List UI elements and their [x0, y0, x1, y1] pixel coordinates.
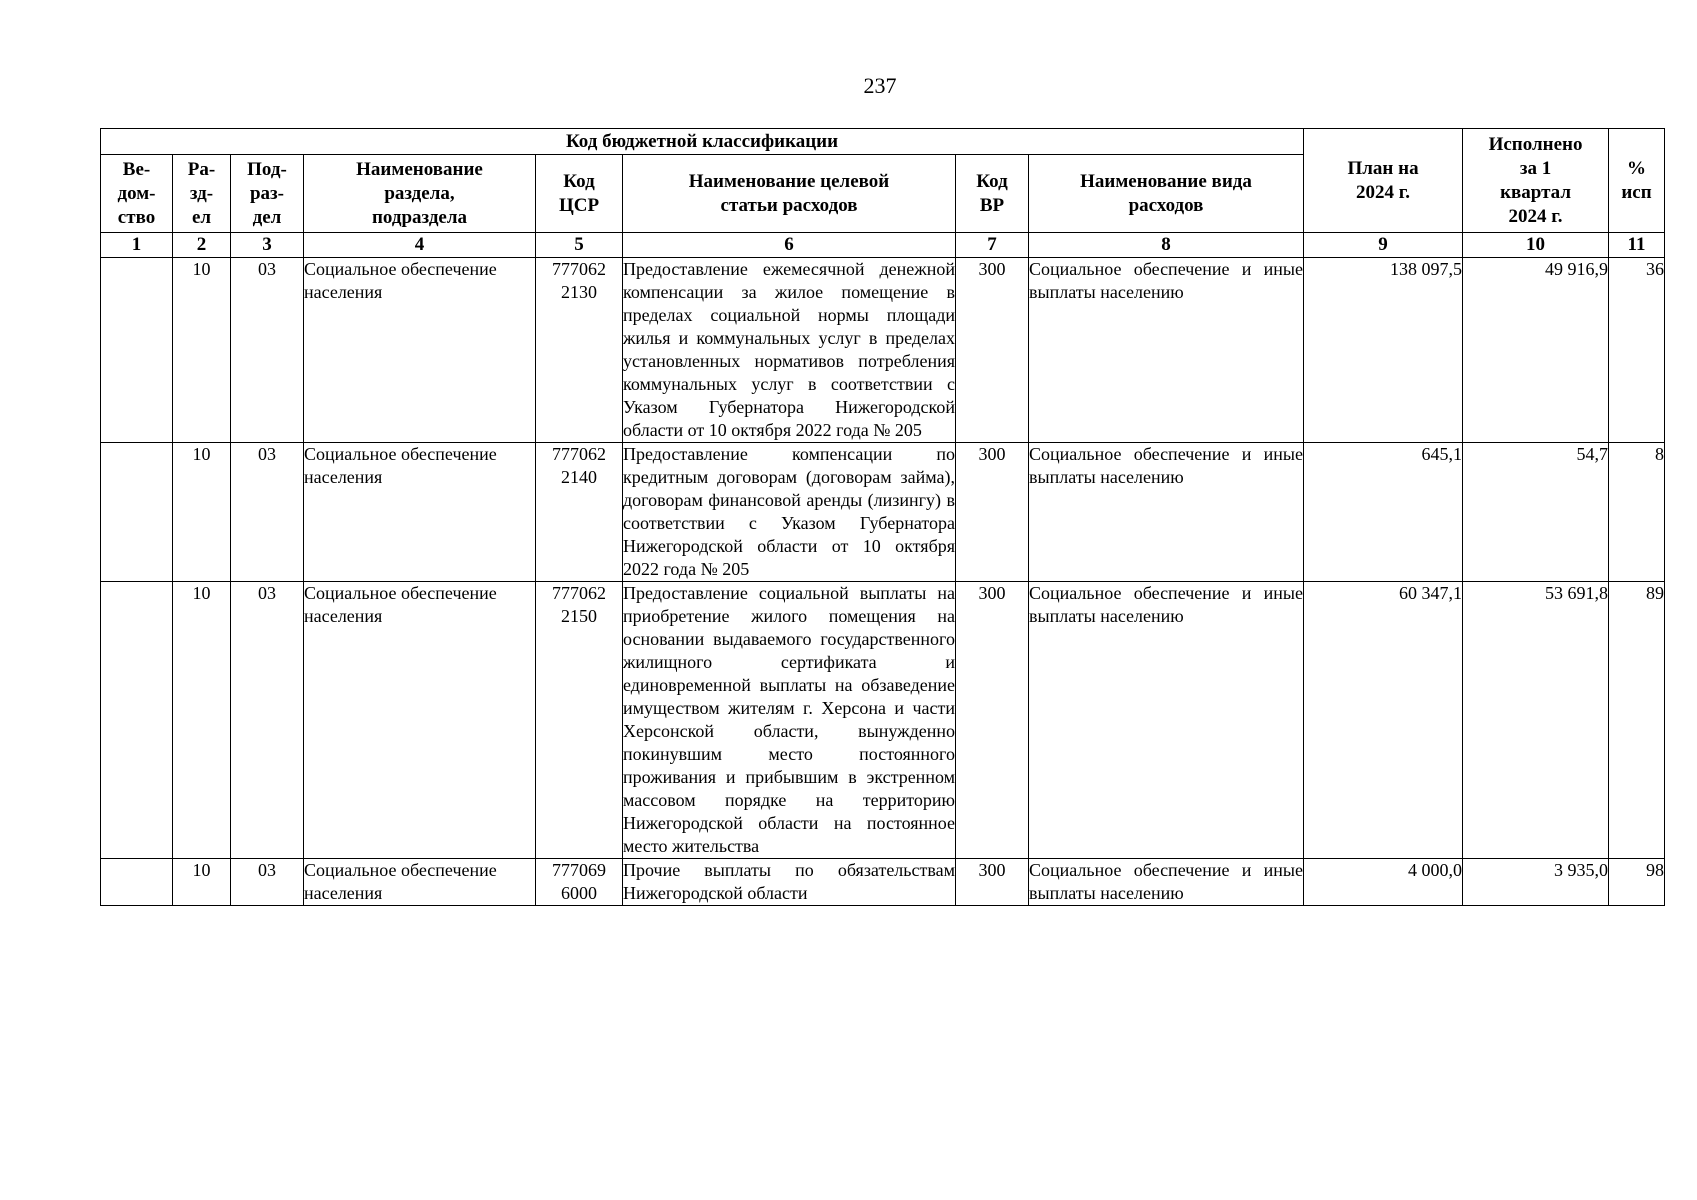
cell-ved: [101, 859, 173, 906]
budget-classification-header: Код бюджетной классификации: [101, 129, 1304, 155]
cell-vr: 300: [956, 443, 1029, 582]
cell-plan: 60 347,1: [1304, 582, 1463, 859]
cell-podrazdel: 03: [231, 258, 304, 443]
cell-ved: [101, 582, 173, 859]
header-csr: Код ЦСР: [536, 155, 623, 233]
column-numbers-row: [101, 233, 1665, 258]
cell-ved: [101, 258, 173, 443]
cell-section-name: Социальное обеспечение населения: [304, 859, 536, 906]
cell-executed: 3 935,0: [1463, 859, 1609, 906]
column-number: 2: [173, 233, 231, 258]
cell-target-name: Предоставление компенсации по кредитным договорам (договорам займа), договорам финансовой аренды (лизингу) в соответствии с Указом Губернатора Нижегородской области от 10 октября 2022 года № 205: [623, 443, 956, 582]
cell-vr-name: Социальное обеспечение и иные выплаты населению: [1029, 859, 1304, 906]
cell-plan: 138 097,5: [1304, 258, 1463, 443]
column-number: 7: [956, 233, 1029, 258]
column-number: 9: [1304, 233, 1463, 258]
cell-plan: 645,1: [1304, 443, 1463, 582]
cell-vr: 300: [956, 582, 1029, 859]
cell-vr-name: Социальное обеспечение и иные выплаты населению: [1029, 582, 1304, 859]
cell-pct: 8: [1609, 443, 1665, 582]
cell-target-name: Предоставление социальной выплаты на приобретение жилого помещения на основании выдаваемого государственного жилищного сертификата и единовременной выплаты на обзаведение имуществом жителям г. Херсона и части Херсонской области, вынужденно покинувшим место постоянного проживания и прибывшим в экстренном массовом порядке на территорию Нижегородской области на постоянное место жительства: [623, 582, 956, 859]
cell-pct: 89: [1609, 582, 1665, 859]
cell-plan: 4 000,0: [1304, 859, 1463, 906]
cell-ved: [101, 443, 173, 582]
header-target-name: Наименование целевой статьи расходов: [623, 155, 956, 233]
column-number: 8: [1029, 233, 1304, 258]
header-section-name: Наименование раздела, подраздела: [304, 155, 536, 233]
cell-executed: 53 691,8: [1463, 582, 1609, 859]
cell-razdel: 10: [173, 258, 231, 443]
header-pct: % исп: [1609, 129, 1665, 233]
table-row: [101, 859, 1665, 906]
cell-vr: 300: [956, 859, 1029, 906]
column-number: 5: [536, 233, 623, 258]
column-number: 6: [623, 233, 956, 258]
cell-csr: 777069 6000: [536, 859, 623, 906]
cell-razdel: 10: [173, 582, 231, 859]
cell-pct: 36: [1609, 258, 1665, 443]
cell-section-name: Социальное обеспечение населения: [304, 443, 536, 582]
cell-csr: 777062 2150: [536, 582, 623, 859]
column-number: 10: [1463, 233, 1609, 258]
header-vr: Код ВР: [956, 155, 1029, 233]
cell-podrazdel: 03: [231, 582, 304, 859]
table-row: [101, 258, 1665, 443]
cell-vr: 300: [956, 258, 1029, 443]
page-number: 237: [863, 73, 897, 98]
cell-razdel: 10: [173, 859, 231, 906]
budget-table: [100, 128, 1665, 906]
cell-csr: 777062 2130: [536, 258, 623, 443]
header-executed: Исполнено за 1 квартал 2024 г.: [1463, 129, 1609, 233]
cell-section-name: Социальное обеспечение населения: [304, 258, 536, 443]
cell-podrazdel: 03: [231, 859, 304, 906]
table-row: [101, 582, 1665, 859]
cell-executed: 54,7: [1463, 443, 1609, 582]
column-number: 11: [1609, 233, 1665, 258]
column-number: 4: [304, 233, 536, 258]
cell-csr: 777062 2140: [536, 443, 623, 582]
cell-target-name: Прочие выплаты по обязательствам Нижегородской области: [623, 859, 956, 906]
header-vr-name: Наименование вида расходов: [1029, 155, 1304, 233]
cell-section-name: Социальное обеспечение населения: [304, 582, 536, 859]
cell-vr-name: Социальное обеспечение и иные выплаты населению: [1029, 443, 1304, 582]
header-ved: Ве- дом- ство: [101, 155, 173, 233]
column-number: 3: [231, 233, 304, 258]
cell-executed: 49 916,9: [1463, 258, 1609, 443]
table-row: [101, 443, 1665, 582]
cell-razdel: 10: [173, 443, 231, 582]
cell-podrazdel: 03: [231, 443, 304, 582]
cell-pct: 98: [1609, 859, 1665, 906]
cell-target-name: Предоставление ежемесячной денежной компенсации за жилое помещение в пределах социальной нормы площади жилья и коммунальных услуг в пределах установленных нормативов потребления коммунальных услуг в соответствии с Указом Губернатора Нижегородской области от 10 октября 2022 года № 205: [623, 258, 956, 443]
header-plan: План на 2024 г.: [1304, 129, 1463, 233]
header-razdel: Ра- зд- ел: [173, 155, 231, 233]
cell-vr-name: Социальное обеспечение и иные выплаты населению: [1029, 258, 1304, 443]
header-podrazdel: Под- раз- дел: [231, 155, 304, 233]
column-number: 1: [101, 233, 173, 258]
